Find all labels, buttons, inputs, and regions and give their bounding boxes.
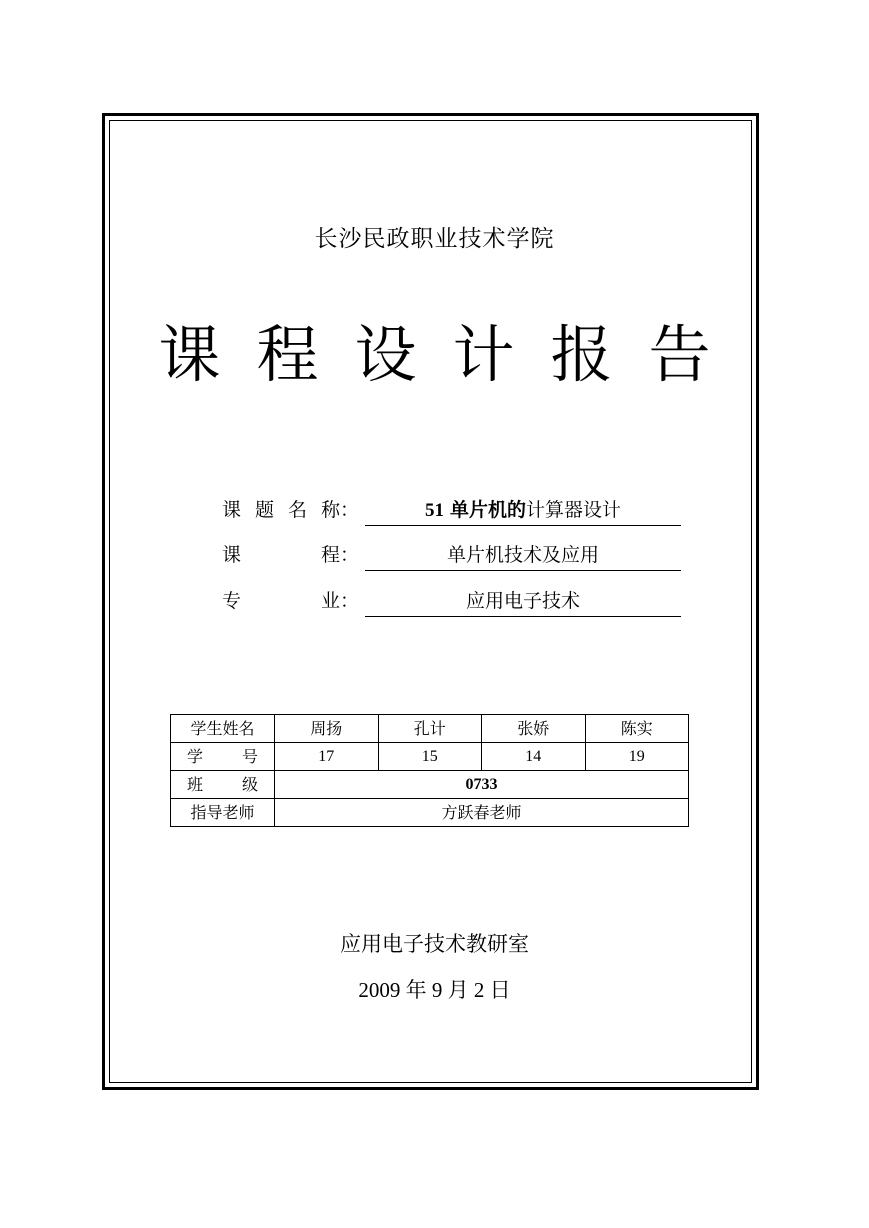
course-value: 单片机技术及应用 bbox=[365, 539, 681, 571]
student-id: 15 bbox=[378, 743, 482, 771]
topic-value-rest: 计算器设计 bbox=[526, 499, 622, 521]
student-name: 张娇 bbox=[482, 715, 586, 743]
department: 应用电子技术教研室 bbox=[340, 932, 529, 956]
table-row bbox=[171, 799, 689, 827]
student-id: 17 bbox=[275, 743, 379, 771]
course-label-char: 程： bbox=[321, 544, 360, 566]
course-label-char: 课 bbox=[222, 544, 242, 566]
advisor-value: 方跃春老师 bbox=[275, 799, 689, 827]
topic-label-char: 称： bbox=[321, 499, 360, 521]
class-value: 0733 bbox=[275, 771, 689, 799]
info-row-course bbox=[222, 539, 682, 571]
id-label-char: 学 bbox=[187, 747, 204, 766]
major-label-char: 专 bbox=[222, 590, 242, 612]
major-value: 应用电子技术 bbox=[365, 585, 681, 617]
student-name: 孔计 bbox=[378, 715, 482, 743]
report-title: 课程设计报告 bbox=[158, 318, 747, 391]
table-row bbox=[171, 715, 689, 743]
advisor-label: 指导老师 bbox=[171, 799, 275, 827]
major-label-char: 业： bbox=[321, 590, 360, 612]
members-table bbox=[170, 714, 689, 827]
topic-label-char: 课 bbox=[222, 499, 242, 521]
report-date: 2009 年 9 月 2 日 bbox=[358, 978, 511, 1002]
student-id: 19 bbox=[585, 743, 689, 771]
topic-value-number: 51 bbox=[424, 500, 444, 521]
id-label bbox=[171, 743, 275, 771]
student-name: 周扬 bbox=[275, 715, 379, 743]
info-row-major bbox=[222, 585, 682, 617]
student-id: 14 bbox=[482, 743, 586, 771]
topic-value-bold: 单片机的 bbox=[450, 499, 527, 521]
topic-value bbox=[365, 494, 681, 526]
school-name: 长沙民政职业技术学院 bbox=[314, 226, 555, 252]
topic-label-char: 名 bbox=[288, 499, 308, 521]
class-label-char: 级 bbox=[241, 775, 258, 794]
student-name: 陈实 bbox=[585, 715, 689, 743]
topic-label-char: 题 bbox=[255, 499, 275, 521]
info-row-topic bbox=[222, 494, 682, 526]
class-label bbox=[171, 771, 275, 799]
table-row bbox=[171, 743, 689, 771]
class-label-char: 班 bbox=[187, 775, 204, 794]
names-label: 学生姓名 bbox=[171, 715, 275, 743]
id-label-char: 号 bbox=[241, 747, 258, 766]
table-row bbox=[171, 771, 689, 799]
